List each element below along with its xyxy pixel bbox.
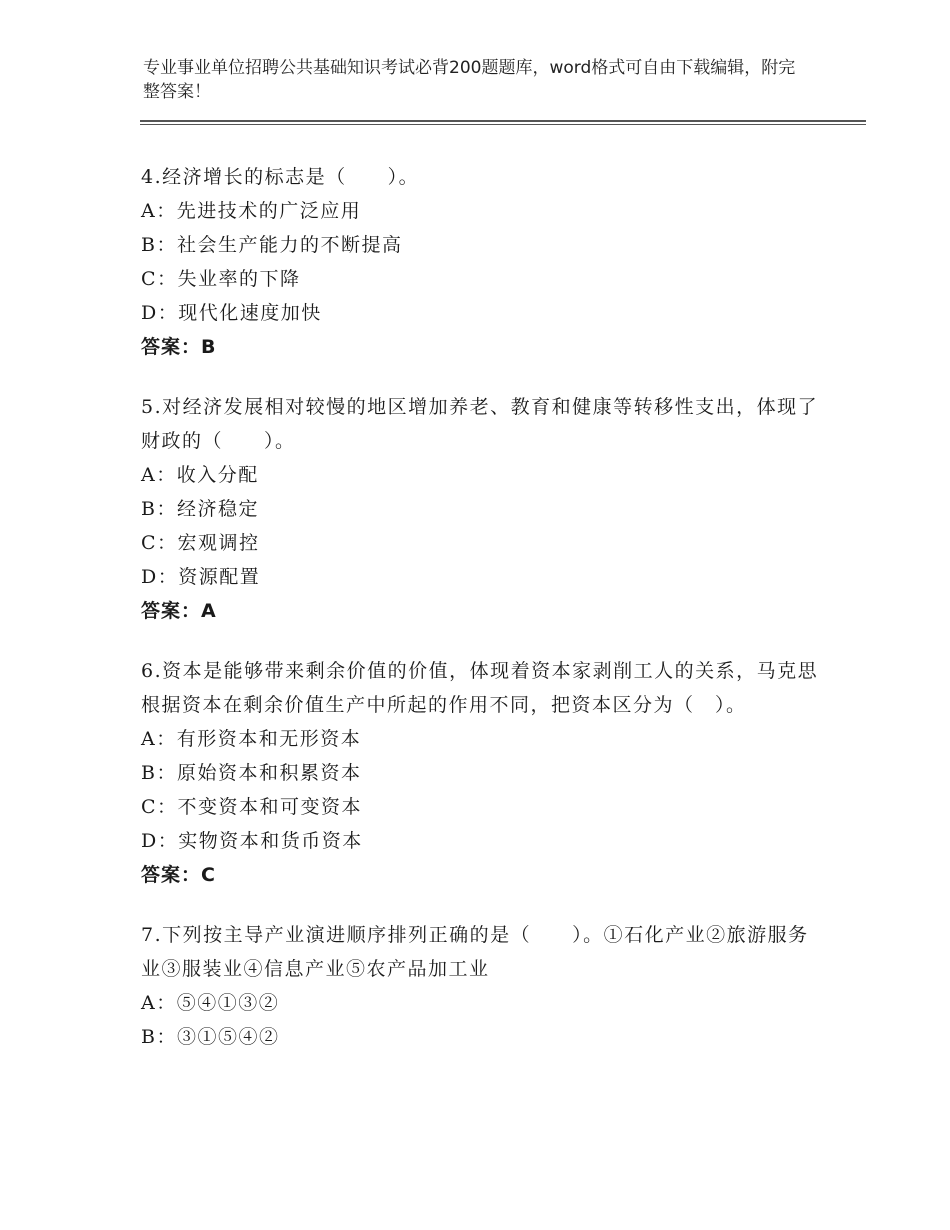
option-d: D：实物资本和货币资本 [141, 830, 363, 852]
question-5 [141, 390, 821, 628]
option-a: A：收入分配 [141, 464, 259, 486]
question-list [141, 160, 821, 1080]
option-b: B：原始资本和积累资本 [141, 762, 362, 784]
option-c: C：失业率的下降 [141, 268, 301, 290]
question-stem: 7.下列按主导产业演进顺序排列正确的是（ ）。①石化产业②旅游服务业③服装业④信息产业⑤农产品加工业 [141, 924, 809, 980]
option-a: A：⑤④①③② [141, 992, 280, 1014]
option-a: A：有形资本和无形资本 [141, 728, 362, 750]
answer: 答案：B [141, 336, 217, 358]
header-divider [140, 120, 866, 125]
answer: 答案：A [141, 600, 217, 622]
option-c: C：不变资本和可变资本 [141, 796, 363, 818]
option-b: B：社会生产能力的不断提高 [141, 234, 403, 256]
question-stem: 6.资本是能够带来剩余价值的价值，体现着资本家剥削工人的关系，马克思根据资本在剩余价值生产中所起的作用不同，把资本区分为（ ）。 [141, 660, 819, 716]
question-stem: 4.经济增长的标志是（ ）。 [141, 166, 420, 188]
option-b: B：③①⑤④② [141, 1026, 280, 1048]
option-b: B：经济稳定 [141, 498, 259, 520]
question-7 [141, 918, 821, 1054]
page-header: 专业事业单位招聘公共基础知识考试必背200题题库，word格式可自由下载编辑，附完整答案！ [143, 58, 796, 102]
question-stem: 5.对经济发展相对较慢的地区增加养老、教育和健康等转移性支出，体现了财政的（ ）。 [141, 396, 819, 452]
option-d: D：资源配置 [141, 566, 261, 588]
option-d: D：现代化速度加快 [141, 302, 322, 324]
question-6 [141, 654, 821, 892]
question-4 [141, 160, 821, 364]
option-c: C：宏观调控 [141, 532, 260, 554]
answer: 答案：C [141, 864, 216, 886]
option-a: A：先进技术的广泛应用 [141, 200, 362, 222]
